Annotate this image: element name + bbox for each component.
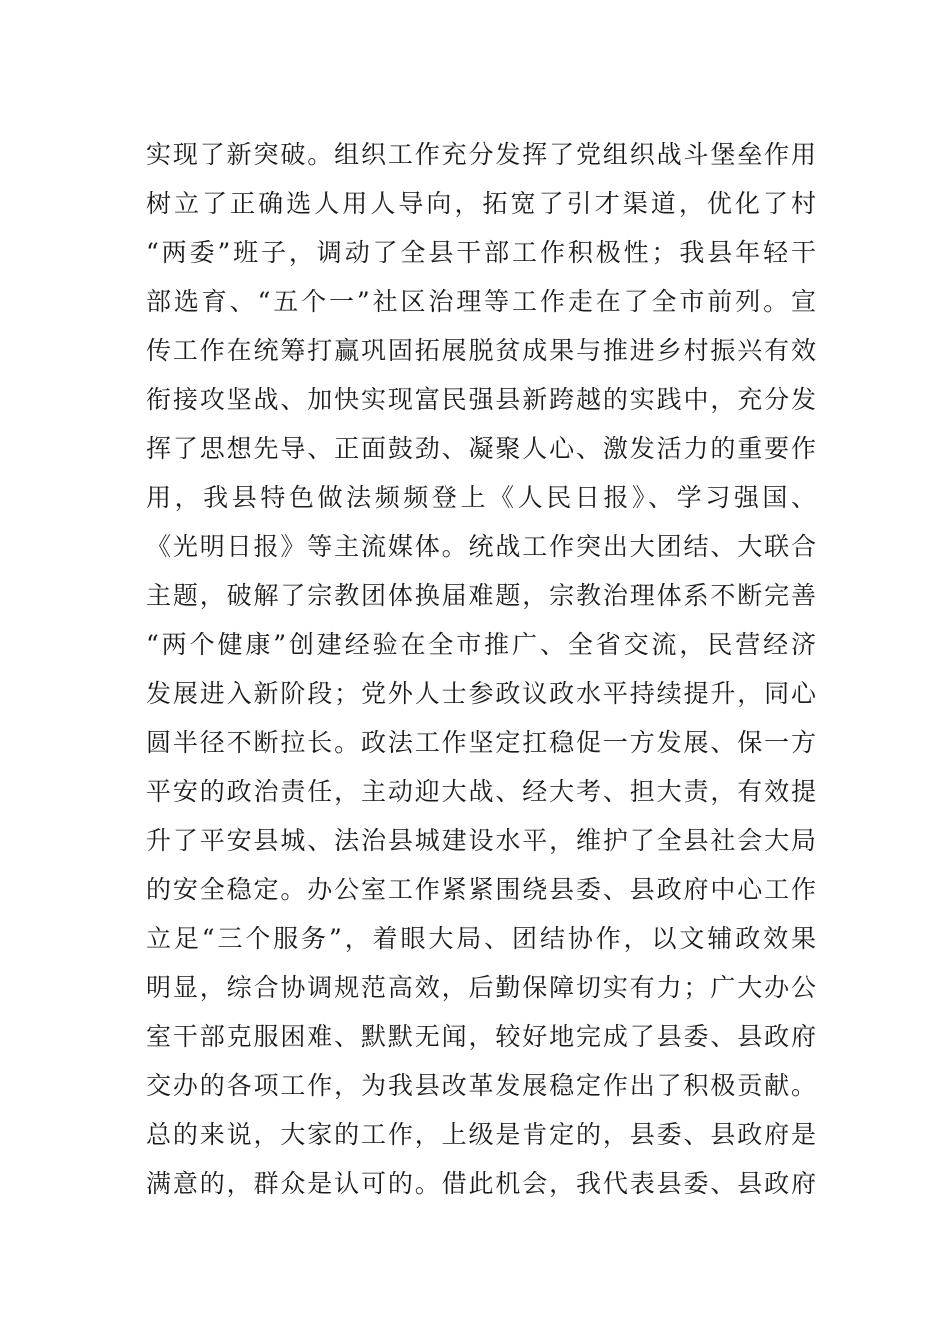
- text-line: 室干部克服困难、默默无闻，较好地完成了县委、县政府: [146, 1022, 816, 1051]
- text-line: 满意的，群众是认可的。借此机会，我代表县委、县政府: [146, 1169, 816, 1198]
- text-line: 用，我县特色做法频频登上《人民日报》、学习强国、: [146, 483, 816, 512]
- text-line: 树立了正确选人用人导向，拓宽了引才渠道，优化了村: [146, 189, 816, 218]
- text-line: 衔接攻坚战、加快实现富民强县新跨越的实践中，充分发: [146, 385, 816, 414]
- text-line: 交办的各项工作，为我县改革发展稳定作出了积极贡献。: [146, 1071, 816, 1100]
- body-text: [146, 130, 816, 1208]
- text-line: 挥了思想先导、正面鼓劲、凝聚人心、激发活力的重要作: [146, 434, 816, 463]
- text-line: 圆半径不断拉长。政法工作坚定扛稳促一方发展、保一方: [146, 728, 816, 757]
- text-line: 明显，综合协调规范高效，后勤保障切实有力；广大办公: [146, 973, 816, 1002]
- text-line: 的安全稳定。办公室工作紧紧围绕县委、县政府中心工作: [146, 875, 816, 904]
- text-line: 《光明日报》等主流媒体。统战工作突出大团结、大联合: [146, 532, 816, 561]
- text-line: 升了平安县城、法治县城建设水平，维护了全县社会大局: [146, 826, 816, 855]
- text-line: 传工作在统筹打赢巩固拓展脱贫成果与推进乡村振兴有效: [146, 336, 816, 365]
- text-line: 主题，破解了宗教团体换届难题，宗教治理体系不断完善: [146, 581, 816, 610]
- text-line: 总的来说，大家的工作，上级是肯定的，县委、县政府是: [146, 1120, 816, 1149]
- text-line: 实现了新突破。组织工作充分发挥了党组织战斗堡垒作用: [146, 140, 816, 169]
- text-line: 平安的政治责任，主动迎大战、经大考、担大责，有效提: [146, 777, 816, 806]
- text-line: 立足“三个服务”，着眼大局、团结协作，以文辅政效果: [146, 924, 816, 953]
- text-line: 发展进入新阶段；党外人士参政议政水平持续提升，同心: [146, 679, 816, 708]
- text-line: “两个健康”创建经验在全市推广、全省交流，民营经济: [146, 630, 816, 659]
- text-line: 部选育、“五个一”社区治理等工作走在了全市前列。宣: [146, 287, 816, 316]
- text-line: “两委”班子，调动了全县干部工作积极性；我县年轻干: [146, 238, 816, 267]
